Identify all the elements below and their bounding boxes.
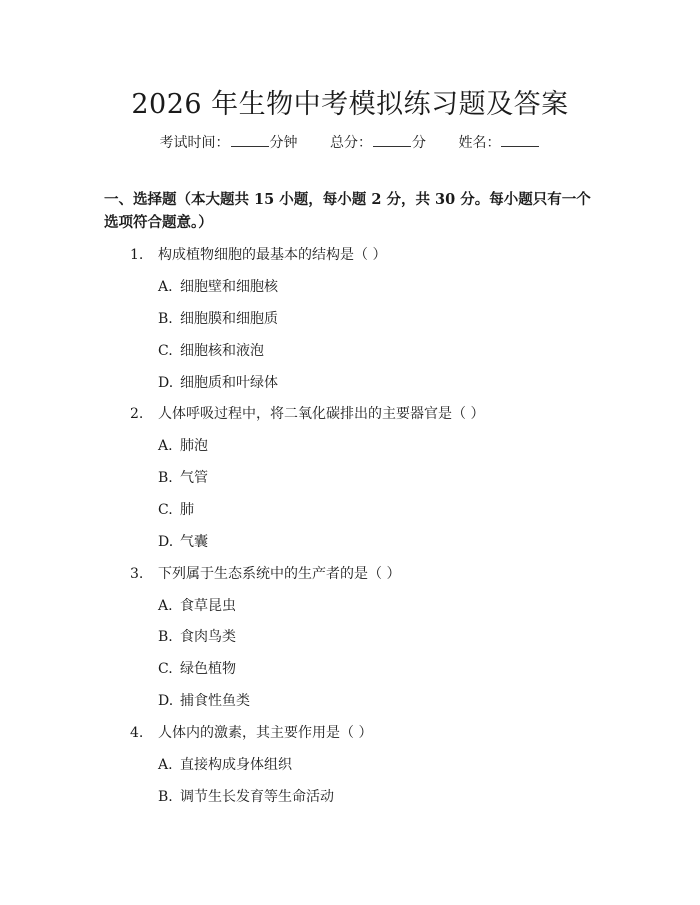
time-label: 考试时间： xyxy=(159,135,230,151)
option-2b[interactable] xyxy=(158,467,208,487)
option-text: 细胞膜和细胞质 xyxy=(180,311,278,327)
page-title: 2026 年生物中考模拟练习题及答案 xyxy=(131,89,569,120)
option-letter: D. xyxy=(158,375,174,391)
option-letter: A. xyxy=(158,438,173,454)
option-1d[interactable] xyxy=(158,372,278,392)
option-2a[interactable] xyxy=(158,435,208,455)
question-text: 人体内的激素，其主要作用是（ ） xyxy=(158,725,373,741)
option-text: 细胞核和液泡 xyxy=(180,343,264,359)
time-blank[interactable] xyxy=(231,132,269,147)
option-text: 直接构成身体组织 xyxy=(180,757,292,773)
option-text: 食草昆虫 xyxy=(180,598,236,614)
option-1a[interactable] xyxy=(158,276,278,296)
option-text: 绿色植物 xyxy=(180,661,236,677)
option-letter: B. xyxy=(158,470,173,486)
option-text: 肺 xyxy=(180,502,194,518)
option-4b[interactable] xyxy=(158,786,334,806)
option-letter: A. xyxy=(158,279,173,295)
question-4 xyxy=(130,722,372,742)
question-number: 2. xyxy=(130,406,144,422)
question-text: 下列属于生态系统中的生产者的是（ ） xyxy=(158,566,401,582)
score-field xyxy=(330,132,426,152)
option-text: 细胞壁和细胞核 xyxy=(180,279,278,295)
option-letter: B. xyxy=(158,629,173,645)
question-number: 1. xyxy=(130,247,144,263)
option-text: 气囊 xyxy=(180,534,208,550)
question-text: 构成植物细胞的最基本的结构是（ ） xyxy=(158,247,387,263)
option-4a[interactable] xyxy=(158,754,292,774)
option-letter: D. xyxy=(158,534,174,550)
option-letter: C. xyxy=(158,502,173,518)
option-text: 捕食性鱼类 xyxy=(180,693,250,709)
option-1c[interactable] xyxy=(158,340,264,360)
time-field xyxy=(160,132,298,152)
option-3d[interactable] xyxy=(158,690,250,710)
option-text: 调节生长发育等生命活动 xyxy=(180,789,334,805)
name-field xyxy=(458,132,540,152)
score-label: 总分： xyxy=(330,135,372,151)
option-3c[interactable] xyxy=(158,658,236,678)
option-text: 细胞质和叶绿体 xyxy=(180,375,278,391)
time-unit: 分钟 xyxy=(269,135,298,151)
score-unit: 分 xyxy=(412,135,426,151)
option-text: 肺泡 xyxy=(180,438,208,454)
exam-meta-line xyxy=(0,132,700,152)
option-letter: A. xyxy=(158,757,173,773)
option-2d[interactable] xyxy=(158,531,208,551)
option-2c[interactable] xyxy=(158,499,194,519)
question-1 xyxy=(130,244,386,264)
option-letter: C. xyxy=(158,661,173,677)
section-heading: 一、选择题（本大题共 15 小题，每小题 2 分，共 30 分。每小题只有一个选项符合题意。） xyxy=(104,191,591,231)
question-2 xyxy=(130,403,484,423)
question-3 xyxy=(130,563,400,583)
option-letter: D. xyxy=(158,693,174,709)
option-letter: A. xyxy=(158,598,173,614)
option-text: 食肉鸟类 xyxy=(180,629,236,645)
name-label: 姓名： xyxy=(458,135,501,151)
score-blank[interactable] xyxy=(373,132,411,147)
option-1b[interactable] xyxy=(158,308,278,328)
option-3b[interactable] xyxy=(158,626,236,646)
option-text: 气管 xyxy=(180,470,208,486)
question-number: 4. xyxy=(130,725,144,741)
question-number: 3. xyxy=(130,566,144,582)
option-3a[interactable] xyxy=(158,595,236,615)
name-blank[interactable] xyxy=(501,132,539,147)
question-text: 人体呼吸过程中，将二氧化碳排出的主要器官是（ ） xyxy=(158,406,485,422)
option-letter: B. xyxy=(158,311,173,327)
option-letter: C. xyxy=(158,343,173,359)
option-letter: B. xyxy=(158,789,173,805)
